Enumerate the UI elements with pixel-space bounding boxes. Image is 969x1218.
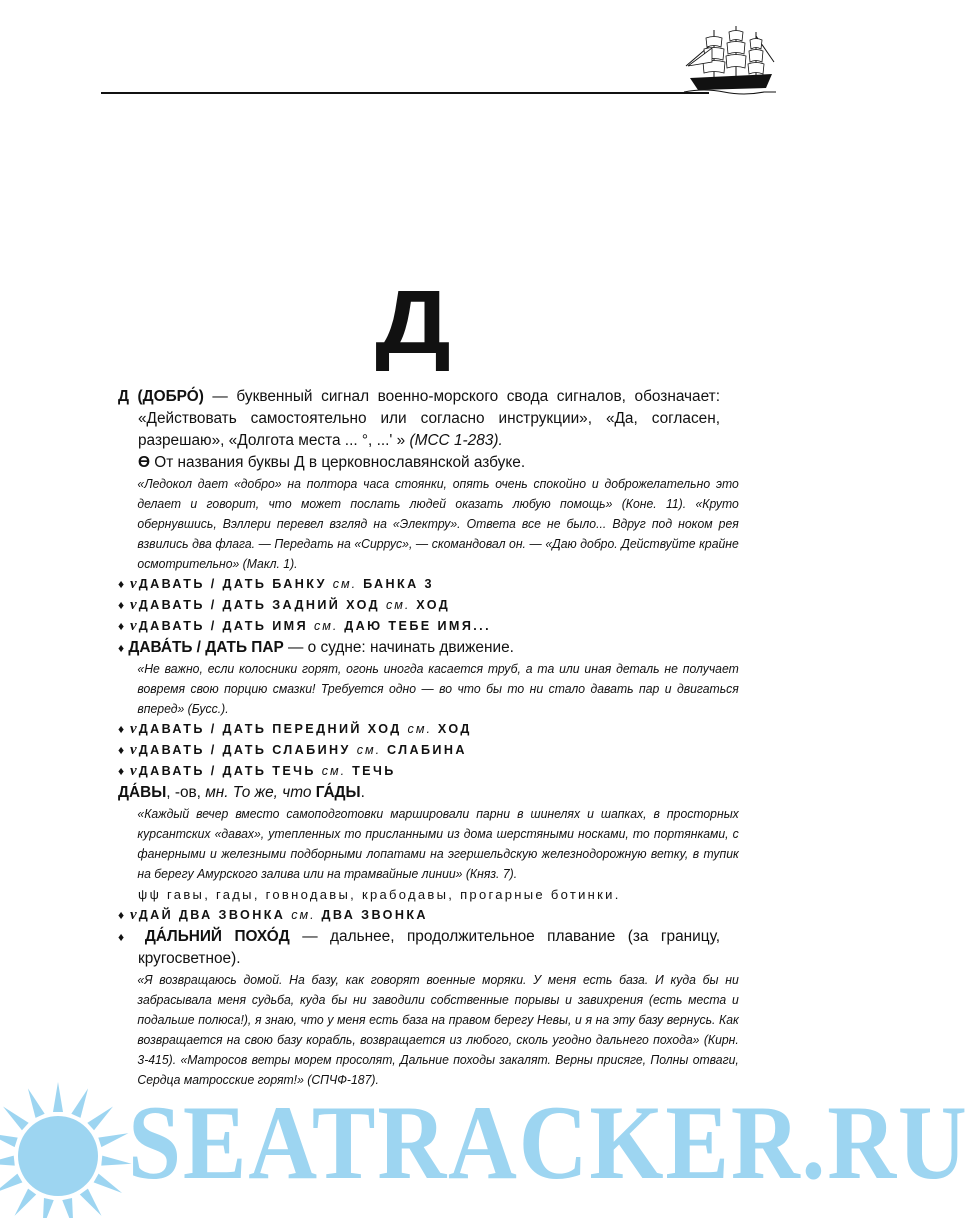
verb-marker: v	[130, 576, 137, 592]
citation: «Ледокол дает «добро» на полтора часа стоянки, опять очень спокойно и доброжелательно это делает и говорит, что может послать людей оказать любую помощь» (Коне. 11). «Круто обернувшись, Вэллери перевел взгляд на «Электру». Ответа все не было... Вдруг под ноком рея взвились два флага. — Передать на «Сиррус», — скомандовал он. — «Даю добро. Действуйте крайне осмотрительно» (Макл. 1).	[137, 477, 739, 571]
etymology-marker: ϴ	[138, 454, 150, 471]
definition: — о судне: начинать движение.	[283, 639, 514, 656]
synonym-marker: ψψ	[138, 887, 162, 902]
etymology	[118, 452, 720, 474]
see-label: см.	[332, 577, 358, 591]
cross-ref	[118, 595, 720, 616]
end-punct: .	[360, 784, 365, 801]
citation: «Каждый вечер вместо самоподготовки маршировали парни в шинелях и шапках, в просторных курсантских «давах», утепленных то присланными из дома шерстяными носками, то портянками, с фанерными и железными подборными лопатами на эгершельдскую железнодорожную ветку, в тупик на берегу Амурского залива или на трамвайные линии» (Княз. 7).	[137, 807, 739, 881]
see-label: см.	[385, 598, 411, 612]
grammar-note: мн. То же, что	[205, 784, 316, 801]
ref-head: ДАВАТЬ / ДАТЬ БАНКУ	[138, 577, 327, 591]
entry	[118, 782, 720, 804]
see-label: см.	[356, 743, 382, 757]
source-ref: (МСС 1-283).	[409, 432, 503, 449]
watermark-text: SEATRACKER.RU	[128, 1084, 969, 1201]
definition: — буквенный сигнал военно-морского свода сигналов, обозначает: «Действовать самостоятельно или согласно инструкции», «Да, согласен, разрешаю», «Долгота места ... °, ...' »	[138, 388, 720, 449]
sunburst-icon	[0, 1078, 138, 1218]
ref-target: ТЕЧЬ	[352, 764, 396, 778]
verb-marker: v	[130, 907, 137, 923]
verb-marker: v	[130, 618, 137, 634]
headword: ДА́ВЫ	[118, 784, 167, 801]
diamond-marker: ♦	[118, 598, 125, 612]
cross-ref	[118, 719, 720, 740]
diamond-marker: ♦	[118, 908, 125, 922]
diamond-marker: ♦	[118, 743, 125, 757]
definition: — дальнее, продолжительное плавание (за границу, кругосветное).	[138, 928, 721, 967]
definition: , -ов,	[166, 784, 206, 801]
ref-head: ДАВАТЬ / ДАТЬ ТЕЧЬ	[138, 764, 316, 778]
diamond-marker: ♦	[118, 930, 133, 944]
ref-target: ХОД	[416, 598, 451, 612]
headword: ДА́ЛЬНИЙ ПОХО́Д	[144, 928, 290, 945]
ref-head: ДАВАТЬ / ДАТЬ ЗАДНИЙ ХОД	[138, 598, 381, 612]
diamond-marker: ♦	[118, 722, 125, 736]
see-label: см.	[291, 908, 316, 922]
ref-head: ДАВАТЬ / ДАТЬ СЛАБИНУ	[138, 743, 351, 757]
verb-marker: v	[130, 742, 137, 758]
ref-head: ДАЙ ДВА ЗВОНКА	[138, 908, 286, 922]
sailing-ship-icon	[684, 22, 776, 96]
ref-target: ДВА ЗВОНКА	[321, 908, 428, 922]
diamond-marker: ♦	[118, 641, 125, 655]
see-label: см.	[321, 764, 347, 778]
verb-marker: v	[130, 721, 137, 737]
diamond-marker: ♦	[118, 764, 125, 778]
etymology-text: От названия буквы Д в церковнославянской азбуке.	[149, 454, 526, 471]
cross-ref	[118, 761, 720, 782]
citation: «Не важно, если колосники горят, огонь иногда касается труб, а та или иная деталь не получает вовремя свою порцию смазки! Требуется одно — во что бы то ни стало давать пар и двигаться вперед» (Бусс.).	[137, 662, 739, 716]
headword: Д (ДОБРО́)	[118, 388, 204, 405]
cross-ref	[118, 905, 720, 926]
dictionary-body	[118, 386, 739, 1090]
cross-ref	[118, 616, 720, 637]
diamond-marker: ♦	[118, 619, 125, 633]
cross-ref	[118, 574, 720, 595]
header-rule	[101, 92, 709, 94]
synonym-list: гавы, гады, говнодавы, крабодавы, прогарные ботинки.	[161, 887, 621, 902]
verb-marker: v	[130, 597, 137, 613]
ref-head: ДАВАТЬ / ДАТЬ ПЕРЕДНИЙ ХОД	[138, 722, 402, 736]
synonyms	[118, 884, 720, 905]
headword: ДАВА́ТЬ / ДАТЬ ПАР	[128, 639, 284, 656]
ref-target: СЛАБИНА	[387, 743, 467, 757]
entry	[118, 386, 720, 452]
cross-ref	[118, 740, 720, 761]
section-letter: Д	[375, 273, 451, 373]
see-label: см.	[407, 722, 432, 736]
entry	[118, 637, 720, 659]
citation: «Я возвращаюсь домой. На базу, как говорят военные моряки. У меня есть база. И куда бы ни забрасывала меня судьба, куда бы ни заводили собственные порывы и завихрения (есть места и подальше полюса!), я знаю, что у меня есть база на правом берегу Невы, и я на эту базу вернусь. Как возвращается на свою базу корабль, возвращается из любого, сколь угодно дальнего похода» (Кирн. 3-415). «Матросов ветры морем просолят, Дальние походы закалят. Верны присяге, Полны отваги, Сердца матросские горят!» (СПЧФ-187).	[137, 973, 739, 1087]
ref-target: БАНКА 3	[363, 577, 434, 591]
ref-target: ХОД	[437, 722, 472, 736]
see-label: см.	[313, 619, 339, 633]
ref-target: ДАЮ ТЕБЕ ИМЯ...	[344, 619, 491, 633]
diamond-marker: ♦	[118, 577, 125, 591]
watermark	[0, 1084, 969, 1210]
entry	[118, 926, 720, 970]
verb-marker: v	[130, 763, 137, 779]
crossref-word: ГА́ДЫ	[315, 784, 361, 801]
ref-head: ДАВАТЬ / ДАТЬ ИМЯ	[138, 619, 309, 633]
